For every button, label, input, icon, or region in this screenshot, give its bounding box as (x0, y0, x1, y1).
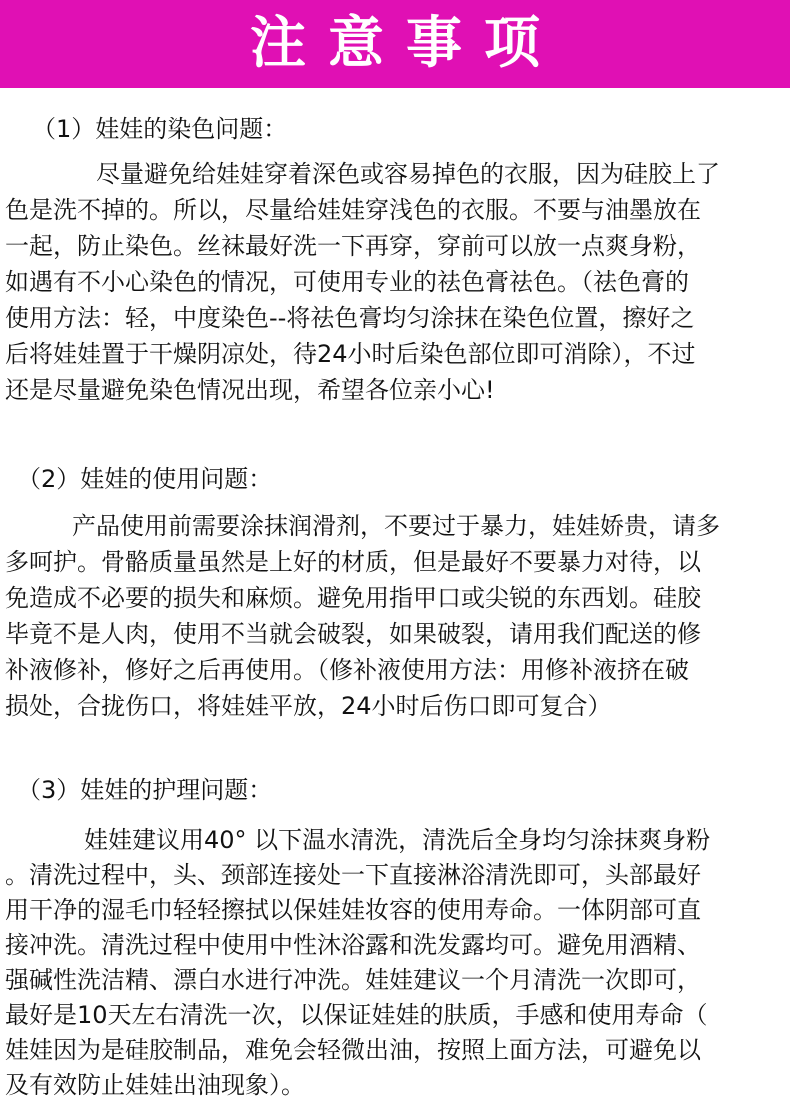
paragraph-line: 接冲洗。清洗过程中使用中性沐浴露和洗发露均可。避免用酒精、 (5, 931, 701, 959)
paragraph-line: 尽量避免给娃娃穿着深色或容易掉色的衣服，因为硅胶上了 (96, 160, 720, 188)
paragraph-line: 娃娃因为是硅胶制品，难免会轻微出油，按照上面方法，可避免以 (5, 1036, 701, 1064)
paragraph-line: 娃娃建议用40° 以下温水清洗，清洗后全身均匀涂抹爽身粉 (84, 826, 711, 854)
paragraph-line: 用干净的湿毛巾轻轻擦拭以保娃娃妆容的使用寿命。一体阴部可直 (5, 896, 701, 924)
paragraph-line: 使用方法：轻，中度染色--将祛色膏均匀涂抹在染色位置，擦好之 (5, 304, 695, 332)
paragraph-line: 如遇有不小心染色的情况，可使用专业的祛色膏祛色。（祛色膏的 (5, 268, 689, 296)
paragraph-line: 毕竟不是人肉，使用不当就会破裂，如果破裂，请用我们配送的修 (5, 620, 701, 648)
header-banner (0, 0, 790, 88)
paragraph-line: 还是尽量避免染色情况出现，希望各位亲小心! (5, 376, 495, 404)
section-heading: （1）娃娃的染色问题： (32, 115, 288, 143)
paragraph-line: 及有效防止娃娃出油现象）。 (5, 1071, 305, 1099)
paragraph-line: 产品使用前需要涂抹润滑剂，不要过于暴力，娃娃娇贵，请多 (72, 512, 720, 540)
paragraph-line: 。清洗过程中，头、颈部连接处一下直接淋浴清洗即可，头部最好 (5, 861, 701, 889)
paragraph-line: 一起，防止染色。丝袜最好洗一下再穿，穿前可以放一点爽身粉， (5, 232, 701, 260)
paragraph-line: 损处，合拢伤口，将娃娃平放，24小时后伤口即可复合） (5, 692, 612, 720)
paragraph-line: 补液修补，修好之后再使用。（修补液使用方法：用修补液挤在破 (5, 656, 689, 684)
page-title: 注意事项 (250, 11, 562, 76)
paragraph-line: 免造成不必要的损失和麻烦。避免用指甲口或尖锐的东西划。硅胶 (5, 584, 701, 612)
paragraph-line: 后将娃娃置于干燥阴凉处，待24小时后染色部位即可消除），不过 (5, 340, 696, 368)
paragraph-line: 多呵护。骨骼质量虽然是上好的材质，但是最好不要暴力对待，以 (5, 548, 701, 576)
paragraph-line: 色是洗不掉的。所以，尽量给娃娃穿浅色的衣服。不要与油墨放在 (5, 196, 701, 224)
paragraph-line: 最好是10天左右清洗一次，以保证娃娃的肤质，手感和使用寿命（ (5, 1001, 708, 1029)
section-heading: （3）娃娃的护理问题： (17, 776, 273, 804)
section-heading: （2）娃娃的使用问题： (17, 465, 273, 493)
paragraph-line: 强碱性洗洁精、漂白水进行冲洗。娃娃建议一个月清洗一次即可， (5, 966, 701, 994)
